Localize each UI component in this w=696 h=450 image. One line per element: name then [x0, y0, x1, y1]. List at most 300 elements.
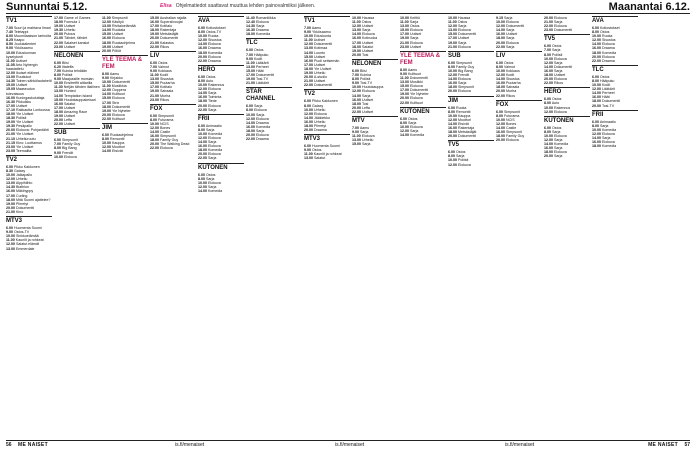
program-title: Uutiset — [314, 54, 326, 59]
program-title: Moottori — [112, 145, 125, 150]
program-title: Ensitreffit alttarilla — [64, 81, 93, 86]
program-title: Joulukalenteri — [14, 42, 37, 47]
program-time: 11.00 — [150, 73, 159, 78]
program-time: 14.00 — [592, 135, 601, 140]
program-title: Kokkaus — [158, 68, 172, 73]
program-title: Rikos — [160, 97, 169, 102]
program-time: 20.00 — [54, 118, 63, 123]
program-time: 6.00 — [544, 44, 551, 49]
program-title: Tähdet, tähdet — [63, 36, 88, 41]
program-time: 19.00 — [304, 71, 313, 76]
program-time: 14.00 — [400, 132, 409, 137]
program-title: Sisustus — [506, 77, 520, 82]
program-title: Tosi-TV — [255, 77, 269, 82]
channel-section — [54, 16, 100, 49]
program-time: 19.30 — [6, 124, 15, 129]
program-title: Dokumentti — [458, 134, 477, 139]
program-time: 14.30 — [246, 24, 255, 29]
program-time: 11.00 — [448, 20, 457, 25]
program-title: Piirretyt — [16, 201, 29, 206]
program-title: Yle Uutiset — [15, 144, 34, 149]
program-entry — [496, 138, 542, 142]
channel-header: TV1 — [304, 16, 350, 25]
program-entry — [150, 146, 196, 150]
program-time: 6.00 — [246, 48, 253, 53]
program-title: Frendit — [458, 73, 470, 78]
program-title: Kotitalo — [160, 85, 172, 90]
program-title: Sarja — [208, 156, 217, 161]
program-time: 16.00 — [448, 125, 457, 130]
program-title: Kodit — [602, 83, 611, 88]
program-title: Sarja — [256, 112, 265, 117]
program-time: 15.00 — [6, 83, 15, 88]
program-title: Kulttuuri — [410, 100, 424, 105]
program-title: Sarja — [456, 154, 465, 159]
program-time: 13.00 — [352, 28, 361, 33]
program-time: 16.00 — [448, 81, 457, 86]
program-time: 11.00 — [352, 20, 361, 25]
program-title: Sarja — [208, 91, 217, 96]
program-title: Sarja — [362, 93, 371, 98]
program-title: Biisi — [360, 68, 367, 73]
program-title: Uutiset — [64, 44, 76, 49]
program-title: Simpsonit — [160, 134, 176, 139]
program-title: Ostos — [457, 20, 468, 25]
channel-header: STAR CHANNEL — [246, 87, 292, 103]
program-title: Elokuva — [362, 89, 375, 94]
program-time: 6.00 — [54, 138, 61, 143]
program-time: 13.00 — [400, 80, 409, 85]
program-time: 12.00 — [400, 128, 409, 133]
program-time: 22.00 — [54, 40, 63, 45]
program-time: 9.00 — [304, 148, 311, 153]
program-time: 18.00 — [150, 138, 159, 143]
program-title: Huomenta Suomi — [14, 226, 42, 231]
program-time: 12.00 — [448, 162, 457, 167]
program-title: Sarja — [410, 128, 419, 133]
program-time: 20.00 — [6, 128, 15, 133]
channel-section — [448, 140, 494, 166]
program-entry — [54, 155, 100, 159]
program-title: Elokuva — [64, 154, 77, 159]
program-title: Supersiivoojat — [160, 20, 183, 25]
program-time: 12.00 — [496, 73, 505, 78]
program-time: 17.00 — [150, 24, 159, 29]
program-title: Galaxy — [312, 103, 324, 108]
program-time: 6.00 — [496, 60, 503, 65]
program-time: 12.00 — [246, 116, 255, 121]
program-time: 18.00 — [592, 144, 601, 149]
program-title: Aamu — [311, 26, 322, 30]
program-title: Uutiset — [314, 79, 326, 84]
program-time: 10.00 — [246, 112, 255, 117]
program-title: Dokumentti — [112, 104, 131, 109]
program-title: Yle Uutiset — [313, 66, 332, 71]
program-time: 14.00 — [592, 42, 601, 47]
channel-header: JIM — [102, 123, 148, 132]
left-magazine-name: ME NAISET — [18, 442, 48, 448]
program-time: 8.00 — [198, 127, 205, 132]
program-time: 17.00 — [246, 73, 255, 78]
program-title: Perheet — [256, 64, 269, 69]
program-entry — [246, 32, 292, 36]
program-title: Eduskunta — [314, 34, 331, 39]
program-title: Yle Uutiset — [15, 120, 34, 125]
left-page-number: 56 — [6, 442, 12, 448]
program-time: 12.00 — [448, 117, 457, 122]
program-title: Pesäpallo — [16, 124, 32, 129]
program-entry — [592, 144, 638, 148]
program-title: Elokuva — [602, 42, 615, 47]
program-entry — [448, 134, 494, 138]
channel-section — [592, 110, 638, 149]
channel-header: LIV — [150, 51, 196, 60]
program-title: Musiikki — [410, 80, 423, 85]
program-title: Elokuva — [554, 133, 567, 138]
program-title: Toiminta — [207, 95, 222, 100]
program-entry — [6, 63, 52, 71]
program-time: 10.00 — [448, 158, 457, 163]
program-time: 12.00 — [544, 137, 553, 142]
program-time: 7.00 — [54, 68, 61, 73]
program-time: 14.00 — [198, 140, 207, 145]
program-title: Ostos — [158, 60, 168, 65]
program-time: 16.00 — [198, 144, 207, 149]
channel-header: JIM — [448, 96, 494, 105]
channel-header: KUTONEN — [544, 116, 590, 125]
program-time: 6.00 — [198, 172, 205, 177]
program-title: Elokuva — [554, 109, 567, 114]
program-time: 19.00 — [400, 92, 409, 97]
right-page-number: 57 — [684, 442, 690, 448]
program-title: Sarja — [458, 40, 467, 45]
program-title: Elokuva — [602, 140, 615, 145]
program-title: Formula 1 — [64, 20, 81, 25]
channel-header: AVA — [198, 16, 244, 25]
program-title: Draama — [256, 137, 269, 142]
program-title: Luonto — [314, 50, 325, 55]
channel-header: HERO — [198, 65, 244, 74]
program-title: Sarja — [504, 16, 513, 20]
program-title: Sarja — [552, 48, 561, 53]
program-title: Dokumentti — [16, 205, 35, 210]
program-time: 18.00 — [496, 36, 505, 41]
program-title: Elokuva — [506, 40, 519, 45]
program-time: 14.00 — [496, 28, 505, 33]
channel-section — [544, 116, 590, 159]
channel-section — [352, 116, 398, 146]
channel-section — [246, 16, 292, 36]
program-title: Urheiluruutu — [16, 136, 36, 141]
program-time: 19.00 — [246, 77, 255, 82]
program-time: 20.00 — [400, 96, 409, 101]
program-title: Biathlon — [16, 185, 29, 190]
program-title: Family Guy — [160, 138, 179, 143]
program-time: 8.00 — [198, 176, 205, 181]
program-title: Ostos — [410, 24, 420, 29]
program-time: 14.00 — [592, 91, 601, 96]
program-time: 10.00 — [544, 105, 553, 110]
program-title: Dokumentti — [256, 73, 275, 78]
program-time: 21.00 — [304, 79, 313, 84]
program-time: 20.00 — [496, 138, 505, 143]
program-title: Sairaala — [506, 85, 520, 90]
program-time: 20.00 — [592, 54, 601, 59]
program-entry — [544, 81, 590, 85]
program-time: 13.00 — [304, 46, 313, 51]
program-time: 8.00 — [448, 109, 455, 114]
program-time: 6.20 — [54, 64, 61, 69]
program-time: 16.00 — [150, 20, 159, 25]
program-title: Sarja — [554, 20, 563, 25]
listing-column — [592, 16, 638, 438]
channel-section — [592, 65, 638, 108]
program-title: Sarja — [256, 128, 265, 133]
program-time: 14.00 — [544, 142, 553, 147]
program-title: Ostos — [408, 116, 418, 121]
program-time: 12.00 — [198, 38, 207, 43]
channel-header: MTV3 — [6, 216, 52, 225]
program-title: Sarja — [362, 142, 371, 147]
footer-site-1[interactable]: is.fi/menaiset — [175, 442, 205, 448]
program-time: 7.00 — [6, 26, 13, 30]
program-title: Vaimot — [504, 64, 515, 69]
program-time: 19.00 — [150, 89, 159, 94]
program-title: Ruoka — [456, 105, 467, 110]
program-title: Ruokaohjelma — [110, 132, 133, 137]
program-title: Teletappi — [13, 30, 29, 35]
program-title: Aamu — [359, 125, 370, 130]
program-title: Leffa — [64, 118, 72, 123]
program-time: 12.00 — [544, 60, 553, 65]
program-title: Uutiset — [362, 97, 374, 102]
program-time: 10.00 — [6, 173, 15, 178]
program-title: Iltaleffa — [62, 64, 74, 69]
program-title: Kodit — [254, 56, 263, 61]
program-time: 14.00 — [352, 32, 361, 37]
program-title: Rivitaloelämää — [112, 24, 136, 29]
program-title: Uutiset — [554, 73, 566, 78]
program-time: 8.00 — [544, 101, 551, 106]
program-title: Metsästäjät — [458, 130, 477, 135]
program-entry — [54, 122, 100, 126]
program-time: 18.00 — [54, 20, 63, 25]
program-time: 11.00 — [352, 134, 361, 139]
channel-section — [150, 16, 196, 49]
program-time: 17.00 — [6, 193, 15, 198]
program-time: 18.00 — [352, 101, 361, 106]
program-time: 13.00 — [6, 75, 15, 80]
program-time: 13.00 — [54, 89, 63, 94]
program-time: 15.00 — [54, 97, 63, 102]
program-title: Simpsonit — [456, 60, 472, 65]
program-time: 6.00 — [6, 164, 13, 169]
program-entry — [448, 163, 494, 167]
program-title: Sisustus — [602, 38, 616, 43]
program-time: 15.00 — [304, 54, 313, 59]
program-title: Rikos — [506, 93, 515, 98]
program-title: Komedia — [602, 50, 617, 55]
footer-site-2[interactable]: is.fi/menaiset — [335, 442, 365, 448]
program-title: Dokumentti — [409, 75, 428, 80]
listing-column — [400, 16, 446, 438]
program-time: 6.00 — [448, 60, 455, 65]
program-title: Urheilu — [362, 138, 374, 143]
program-title: Sarja — [554, 146, 563, 151]
channel-header: SUB — [448, 51, 494, 60]
program-time: 14.00 — [198, 91, 207, 96]
program-time: 9.00 — [352, 130, 359, 135]
program-time: 18.00 — [150, 28, 159, 33]
program-title: Auto — [551, 101, 560, 106]
channel-header: FRII — [592, 110, 638, 119]
listing-column — [102, 16, 148, 438]
program-title: Puutarha — [506, 81, 521, 86]
program-entry — [102, 49, 148, 53]
program-title: Keittiö — [410, 16, 420, 20]
program-title: Elokuva — [112, 96, 125, 101]
program-time: 20.00 — [304, 128, 313, 133]
channel-header: NELONEN — [352, 59, 398, 68]
program-title: Ostos — [312, 148, 322, 153]
program-time: 14.00 — [496, 125, 505, 130]
channel-section — [150, 51, 196, 102]
program-time: 13.00 — [102, 24, 111, 29]
channel-section — [544, 16, 590, 32]
program-title: Sarja — [506, 36, 515, 41]
program-time: 20.00 — [150, 36, 159, 41]
program-time: 12.00 — [304, 42, 313, 47]
program-time: 11.00 — [400, 20, 409, 25]
program-time: 22.00 — [592, 58, 601, 63]
header-tagline — [160, 3, 315, 9]
program-title: Tosi — [361, 101, 369, 106]
program-entry — [304, 156, 350, 160]
program-time: 20.00 — [544, 154, 553, 159]
program-time: 23.00 — [6, 144, 15, 149]
program-title: Game of Games — [64, 16, 91, 20]
left-day-title: Sunnuntai 5.12. — [6, 1, 88, 13]
program-title: Bones — [506, 121, 517, 126]
program-title: Sarja — [408, 120, 417, 125]
channel-section — [448, 16, 494, 49]
program-title: Sisustus — [208, 38, 222, 43]
right-day-title: Maanantai 6.12. — [608, 1, 690, 13]
program-title: A-studio — [313, 75, 327, 80]
program-time: 19.00 — [352, 48, 361, 53]
program-title: Neljän tähden illallinen — [63, 85, 100, 90]
channel-header: NELONEN — [54, 51, 100, 60]
program-title: Komedia — [208, 131, 223, 136]
program-title: Uutiset — [64, 105, 76, 110]
program-title: Sisustus — [160, 77, 174, 82]
program-title: Komedia — [602, 127, 617, 132]
program-title: Tosi-TV — [359, 81, 373, 86]
program-title: Mitä Suomi ajattelee? — [16, 197, 51, 202]
program-time: 16.00 — [544, 68, 553, 73]
program-time: 15.00 — [400, 28, 409, 33]
program-title: Simpsonit — [458, 85, 474, 90]
program-title: Sarja — [602, 135, 611, 140]
program-entry — [6, 247, 52, 251]
program-title: Elokuva — [256, 132, 269, 137]
program-title: Uutiset — [16, 103, 28, 108]
program-title: Elokuva — [208, 54, 221, 59]
program-title: Poliisit — [360, 77, 371, 82]
program-title: Komedia — [256, 124, 271, 129]
listing-column — [496, 16, 542, 438]
program-time: 20.00 — [304, 75, 313, 80]
program-time: 12.00 — [102, 20, 111, 25]
program-title: Ostos — [456, 150, 466, 155]
program-title: Kauniit ja rohkeat — [313, 152, 342, 157]
program-time: 23.05 — [6, 148, 15, 153]
program-title: Arto Nybergin haastattelu — [6, 62, 38, 71]
program-time: 11.00 — [6, 238, 15, 243]
program-title: Sinkkuelämää — [16, 234, 39, 239]
program-title: Elokuva — [208, 42, 221, 47]
program-title: Simpsonit — [504, 109, 520, 114]
program-title: Simpsonit — [111, 16, 128, 20]
program-time: 22.00 — [304, 83, 313, 88]
program-title: Uutiset — [112, 44, 124, 49]
program-time: 12.00 — [304, 111, 313, 116]
program-time: 10.00 — [496, 117, 505, 122]
listing-column — [150, 16, 196, 438]
program-title: Kokkaus — [506, 68, 520, 73]
program-title: Elokuva — [458, 89, 471, 94]
program-title: Murha — [160, 93, 171, 98]
program-time: 10.00 — [304, 34, 313, 39]
program-title: Elokuva — [208, 87, 221, 92]
program-time: 10.00 — [592, 83, 601, 88]
channel-header: TV5 — [544, 34, 590, 43]
channel-section — [54, 128, 100, 158]
program-title: The Walking Dead — [159, 142, 190, 147]
channel-section — [400, 51, 446, 105]
program-time: 6.00 — [6, 226, 13, 231]
program-entry — [592, 59, 638, 63]
program-time: 11.30 — [54, 85, 63, 90]
program-time: 18.00 — [592, 99, 601, 104]
program-time: 10.00 — [496, 20, 505, 25]
program-title: Huutokauppakeisari — [64, 97, 96, 102]
program-time: 9.00 — [150, 68, 157, 73]
program-title: Rikos — [554, 81, 563, 86]
program-title: Puoli seitsemän — [314, 58, 340, 63]
program-time: 20.00 — [198, 54, 207, 59]
channel-section — [102, 16, 148, 53]
program-time: 18.00 — [592, 50, 601, 55]
program-time: 14.00 — [198, 42, 207, 47]
program-time: 6.00 — [304, 144, 311, 149]
program-title: Kulttuuri — [408, 71, 422, 76]
program-title: Elokuva — [554, 150, 567, 155]
program-entry — [400, 45, 446, 49]
program-title: Lääkärit — [602, 87, 615, 92]
footer-site-3[interactable]: is.fi/menaiset — [505, 442, 535, 448]
program-time: 14.00 — [304, 50, 313, 55]
program-title: Jalkapallo — [16, 173, 32, 178]
program-title: Elokuva — [208, 135, 221, 140]
program-time: 15.00 — [102, 32, 111, 37]
program-time: 16.00 — [592, 95, 601, 100]
channel-section — [448, 51, 494, 94]
footer-divider — [6, 440, 690, 441]
program-title: Elokuva: Pohjantähti — [16, 128, 49, 133]
program-title: Strix — [112, 100, 120, 105]
program-time: 14.00 — [448, 121, 457, 126]
